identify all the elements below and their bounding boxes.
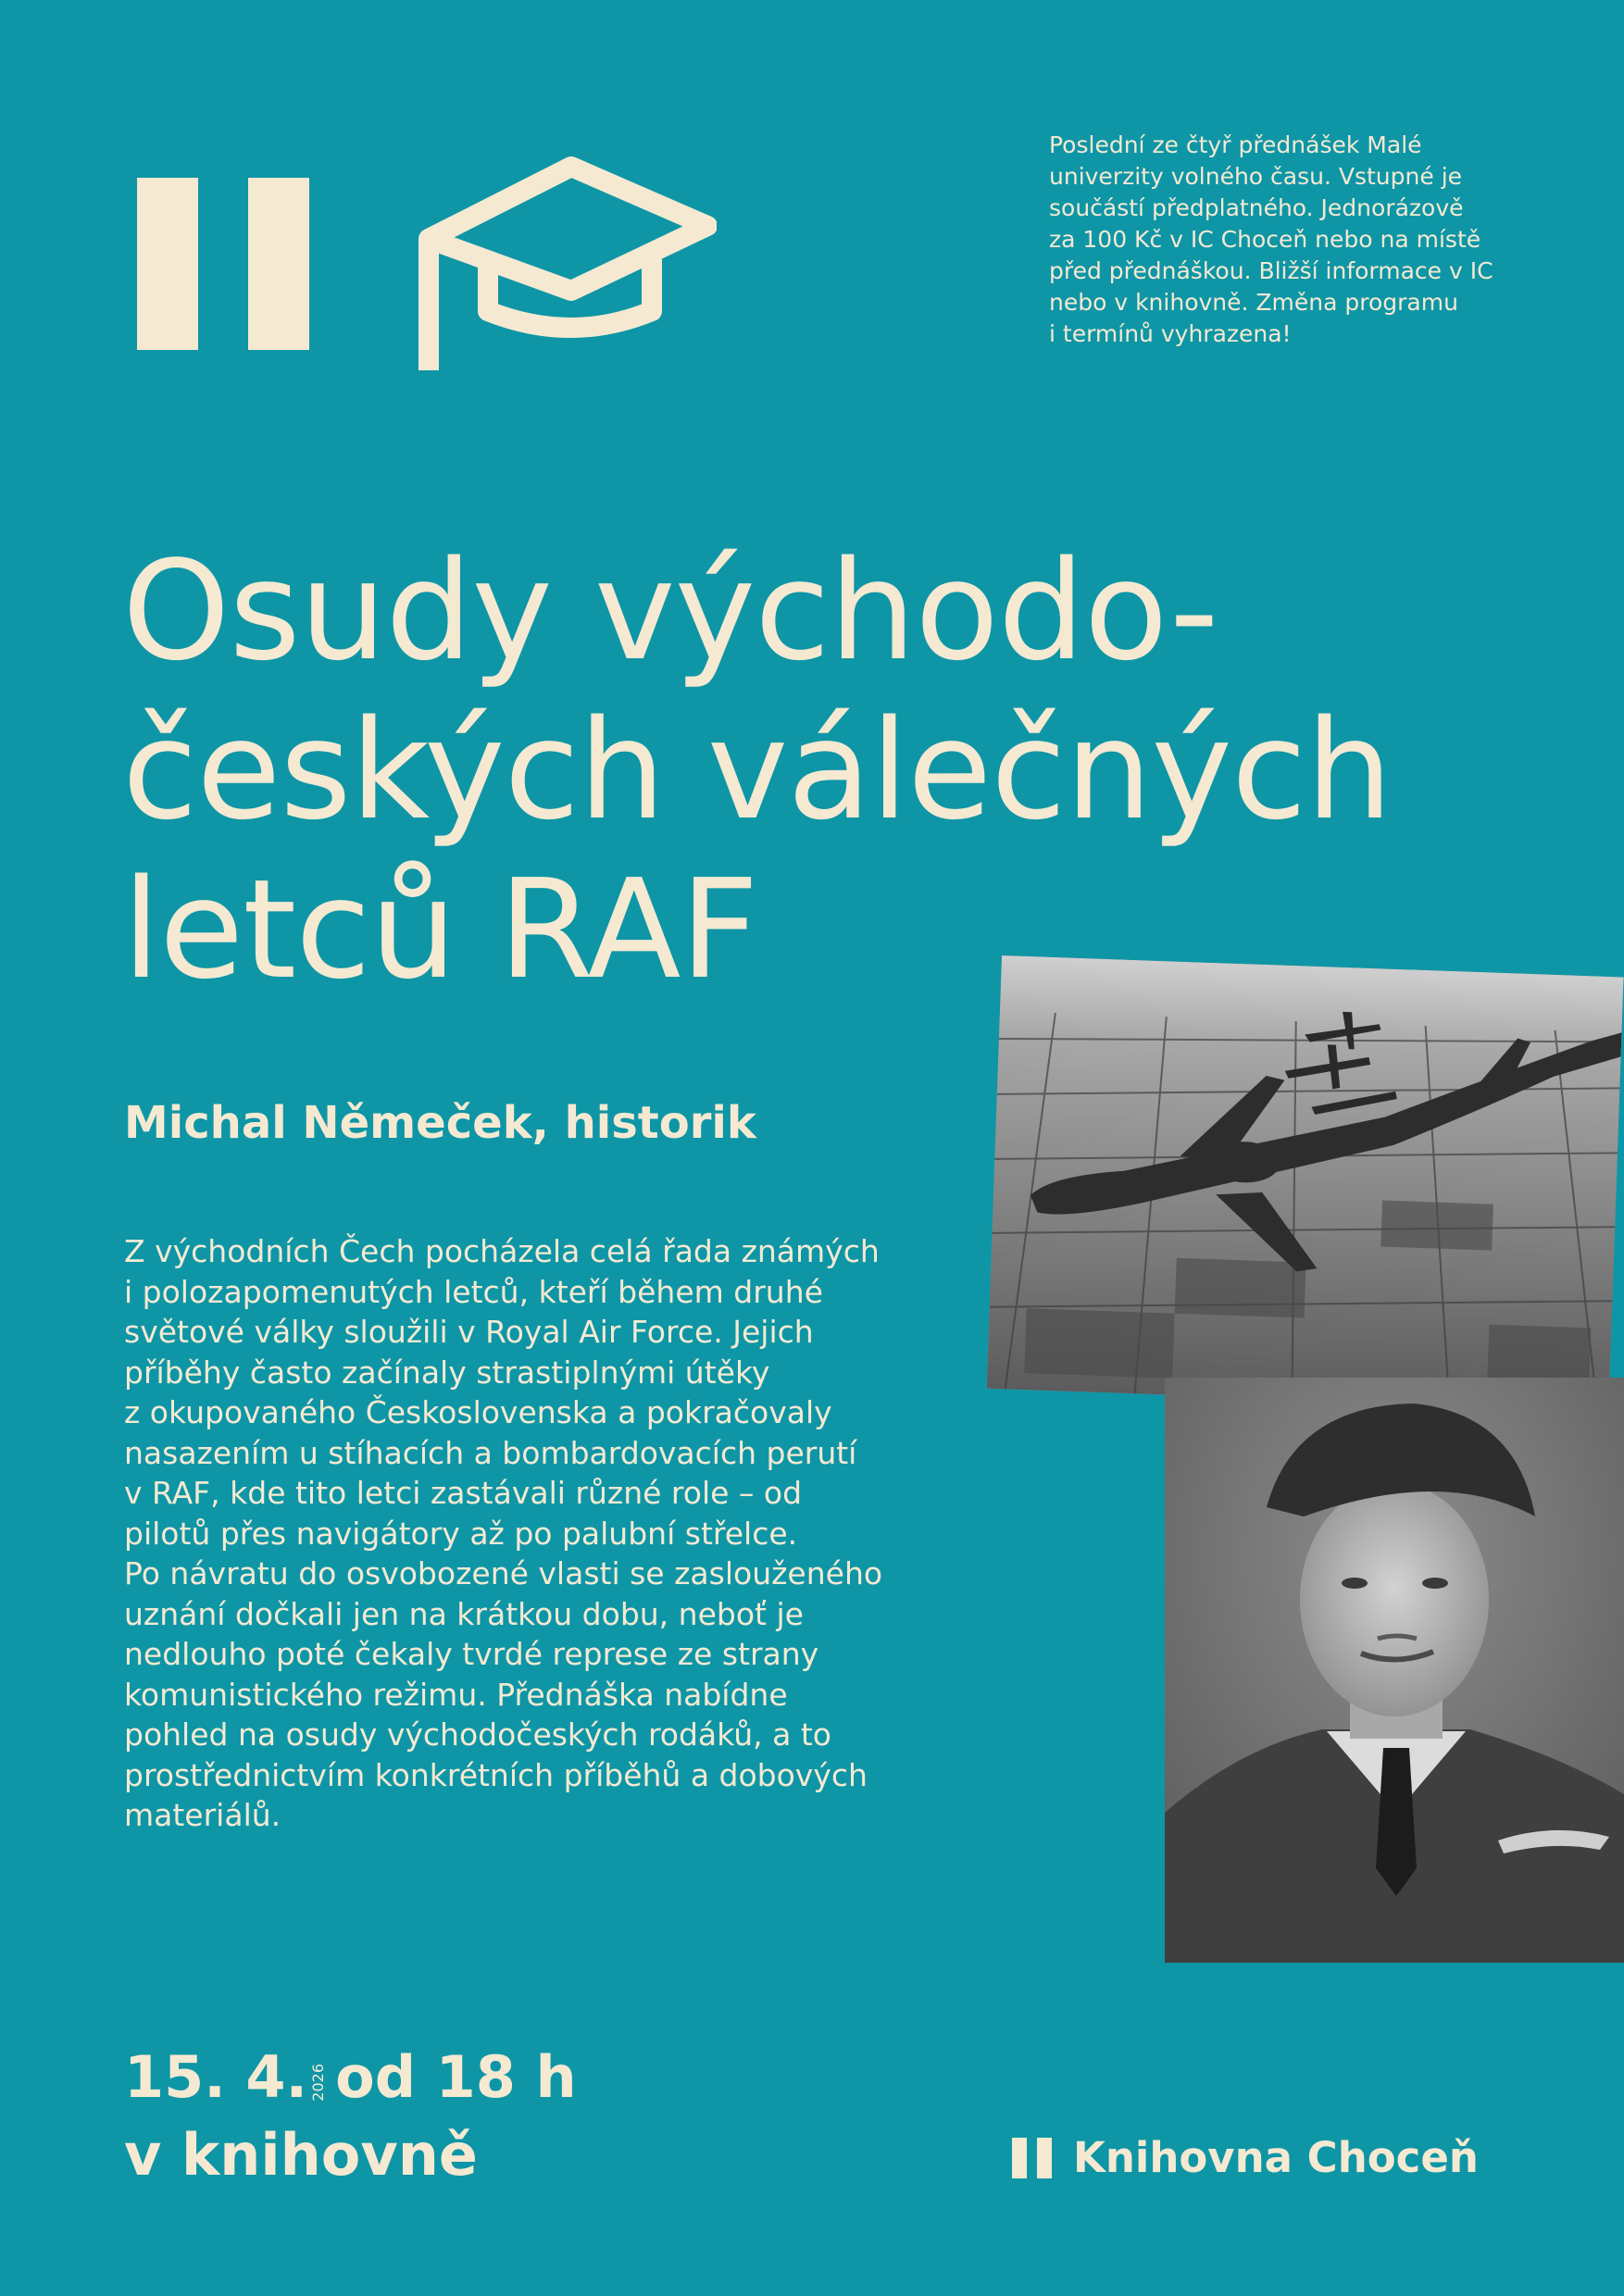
event-place: v knihovně xyxy=(124,2121,478,2189)
library-name: Knihovna Choceň xyxy=(1073,2133,1479,2182)
title-line: českých válečných xyxy=(122,691,1393,850)
event-datetime xyxy=(124,2042,577,2113)
description-line: uznání dočkali jen na krátkou dobu, neboť je xyxy=(124,1595,804,1632)
title-line: letců RAF xyxy=(122,850,758,1009)
bombers-photo xyxy=(987,955,1624,1410)
library-brand xyxy=(1012,2133,1479,2182)
description-line: materiálů. xyxy=(124,1797,281,1833)
description-line: v RAF, kde tito letci zastávali různé role – od xyxy=(124,1475,803,1511)
info-note: Poslední ze čtyř přednášek Malé univerzity volného času. Vstupné je součástí předplatného. Jednorázově za 100 Kč v IC Choceň nebo na místě před přednáškou. Bližší informace v IC nebo v knihovně. Změna programu i termínů vyhrazena! xyxy=(1049,131,1493,347)
description-line: z okupovaného Československa a pokračovaly xyxy=(124,1394,832,1430)
event-year: 2026 xyxy=(309,2064,328,2102)
description-line: prostřednictvím konkrétních příběhů a dobových xyxy=(124,1756,868,1793)
description-line: Po návratu do osvobozené vlasti se zaslouženého xyxy=(124,1555,883,1591)
description-line: nedlouho poté čekaly tvrdé represe ze strany xyxy=(124,1636,819,1672)
lecture-title xyxy=(122,531,1567,1009)
speaker-name: Michal Němeček, historik xyxy=(124,1097,756,1149)
pilot-portrait-photo xyxy=(1165,1378,1624,1963)
library-bars-icon xyxy=(137,178,309,350)
description-line: komunistického režimu. Přednáška nabídne xyxy=(124,1676,788,1713)
graduation-cap-icon xyxy=(418,150,717,372)
event-date: 15. 4. xyxy=(124,2043,308,2111)
description-line: světové války sloužili v Royal Air Force. Jejich xyxy=(124,1314,814,1350)
lecture-description xyxy=(124,1231,957,1836)
description-line: pohled na osudy východočeských rodáků, a to xyxy=(124,1716,831,1753)
description-line: příběhy často začínaly strastiplnými útěky xyxy=(124,1354,770,1391)
description-line: i polozapomenutých letců, kteří během druhé xyxy=(124,1273,823,1310)
title-line: Osudy východo- xyxy=(122,531,1218,691)
description-line: Z východních Čech pocházela celá řada známých xyxy=(124,1233,880,1269)
library-bars-icon xyxy=(1012,2138,1053,2178)
event-time: od 18 h xyxy=(335,2043,577,2111)
description-line: pilotů přes navigátory až po palubní střelce. xyxy=(124,1515,798,1552)
description-line: nasazením u stíhacích a bombardovacích perutí xyxy=(124,1434,857,1471)
